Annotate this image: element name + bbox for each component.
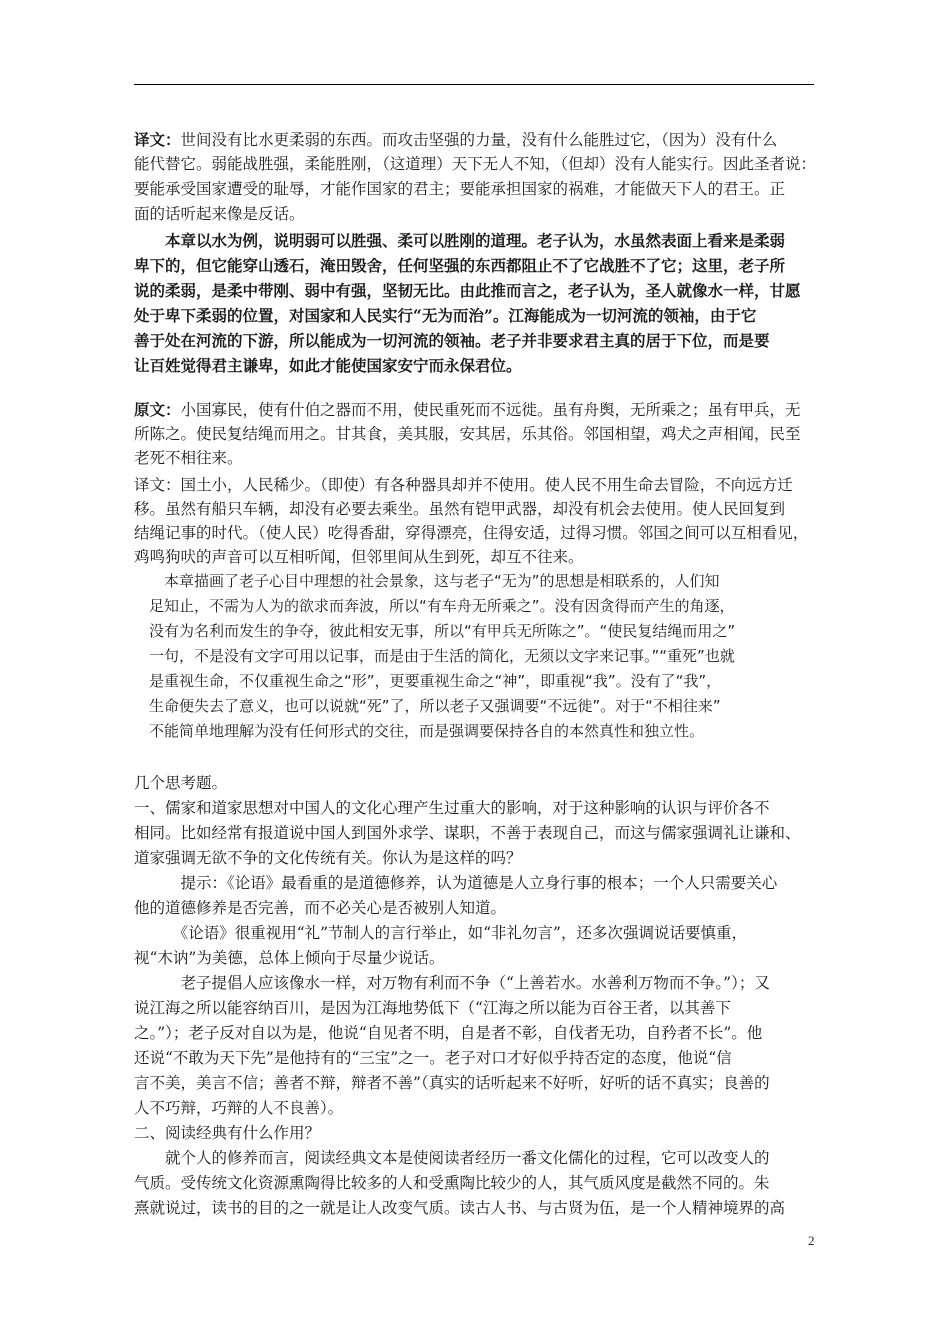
text-line: 生命便失去了意义，也可以说就“死”了，所以老子又强调要“不远徙”。对于“不相往来” bbox=[134, 697, 721, 715]
text-line: 二、阅读经典有什么作用？ bbox=[134, 1124, 321, 1142]
text-line: 言不美，美言不信；善者不辩，辩者不善”（真实的话听起来不好听，好听的话不真实；良善的 bbox=[134, 1074, 770, 1092]
translation-label: 译文： bbox=[134, 130, 181, 149]
text-line: 还说“不敢为天下先”是他持有的“三宝”之一。老子对口才好似乎持否定的态度，他说“信 bbox=[134, 1049, 732, 1067]
text-line: 老死不相往来。 bbox=[134, 449, 243, 467]
text-line: 一句，不是没有文字可用以记事，而是由于生活的简化，无须以文字来记事。”“重死”也就 bbox=[134, 647, 735, 665]
original-label: 原文： bbox=[134, 400, 181, 419]
translation-section-2 bbox=[134, 473, 816, 569]
text-line: 气质。受传统文化资源熏陶得比较多的人和受熏陶比较少的人，其气质风度是截然不同的。朱 bbox=[134, 1174, 770, 1192]
translation-section-1 bbox=[134, 127, 816, 227]
text-line: 老子提倡人应该像水一样，对万物有利而不争（“上善若水。水善利万物而不争。”）；又 bbox=[134, 974, 770, 992]
text-line: 就个人的修养而言，阅读经典文本是使阅读者经历一番文化儒化的过程，它可以改变人的 bbox=[134, 1149, 770, 1167]
header-rule bbox=[134, 84, 814, 85]
text-line: 译文：国土小，人民稀少。（即使）有各种器具却并不使用。使人民不用生命去冒险，不向远方迁 bbox=[134, 476, 793, 494]
text-line: 之。”）；老子反对自以为是，他说“自见者不明，自是者不彰，自伐者无功，自矜者不长”。他 bbox=[134, 1024, 763, 1042]
text-line: 所陈之。使民复结绳而用之。甘其食，美其服，安其居，乐其俗。邻国相望，鸡犬之声相闻，民至 bbox=[134, 425, 801, 443]
text-line: 不能简单地理解为没有任何形式的交往，而是强调要保持各自的本然真性和独立性。 bbox=[134, 722, 705, 740]
text-line: 鸡鸣狗吠的声音可以互相听闻，但邻里间从生到死，却互不往来。 bbox=[134, 548, 584, 566]
text-line: 能代替它。弱能战胜强，柔能胜刚，（这道理）天下无人不知，（但却）没有人能实行。因此圣者说： bbox=[134, 155, 817, 173]
text-line: 移。虽然有船只车辆，却没有必要去乘坐。虽然有铠甲武器，却没有机会去使用。使人民回复到 bbox=[134, 500, 786, 518]
text-line: 人不巧辩，巧辩的人不良善）。 bbox=[134, 1099, 344, 1117]
text-line-content: 世间没有比水更柔弱的东西。而攻击坚强的力量，没有什么能胜过它，（因为）没有什么 bbox=[180, 131, 778, 149]
text-line: 让百姓觉得君主谦卑，如此才能使国家安宁而永保君位。 bbox=[134, 356, 522, 375]
text-line: 卑下的，但它能穿山透石，淹田毁舍，任何坚强的东西都阻止不了它战胜不了它；这里，老子所 bbox=[134, 256, 786, 275]
text-line: 说江海之所以能容纳百川，是因为江海地势低下（“江海之所以能为百谷王者，以其善下 bbox=[134, 999, 731, 1017]
text-line: 本章描画了老子心目中理想的社会景象，这与老子“无为”的思想是相联系的，人们知 bbox=[134, 572, 720, 590]
text-line: 足知止，不需为人为的欲求而奔波，所以“有车舟无所乘之”。没有因贪得而产生的角逐， bbox=[134, 597, 735, 615]
text-line: 要能承受国家遭受的耻辱，才能作国家的君主；要能承担国家的祸难，才能做天下人的君王。正 bbox=[134, 180, 786, 198]
questions-section bbox=[134, 771, 816, 1221]
text-line: 面的话听起来像是反话。 bbox=[134, 205, 305, 223]
page-number: 2 bbox=[808, 1233, 815, 1248]
text-line: 一、儒家和道家思想对中国人的文化心理产生过重大的影响，对于这种影响的认识与评价各不 bbox=[134, 799, 770, 817]
text-line: 他的道德修养是否完善，而不必关心是否被别人知道。 bbox=[134, 899, 507, 917]
text-line: 善于处在河流的下游，所以能成为一切河流的领袖。老子并非要求君主真的居于下位，而是要 bbox=[134, 331, 770, 350]
text-line: 相同。比如经常有报道说中国人到国外求学、谋职，不善于表现自己，而这与儒家强调礼让谦和、 bbox=[134, 824, 801, 842]
text-line: 熹就说过，读书的目的之一就是让人改变气质。读古人书、与古贤为伍，是一个人精神境界的高 bbox=[134, 1199, 786, 1217]
text-line bbox=[134, 127, 816, 152]
commentary-section-1 bbox=[134, 228, 816, 378]
text-line: 没有为名利而发生的争夺，彼此相安无事，所以“有甲兵无所陈之”。“使民复结绳而用之” bbox=[134, 622, 736, 640]
text-line: 视“木讷”为美德，总体上倾向于尽量少说话。 bbox=[134, 949, 445, 967]
text-line: 本章以水为例，说明弱可以胜强、柔可以胜刚的道理。老子认为，水虽然表面上看来是柔弱 bbox=[134, 231, 786, 250]
questions-heading: 几个思考题。 bbox=[134, 774, 228, 792]
text-line: 是重视生命，不仅重视生命之“形”，更要重视生命之“神”，即重视“我”。没有了“我”， bbox=[134, 672, 722, 690]
text-line: 说的柔弱，是柔中带刚、弱中有强，坚韧无比。由此推而言之，老子认为，圣人就像水一样，甘愿 bbox=[134, 281, 801, 300]
text-line-content: 小国寡民，使有什伯之器而不用，使民重死而不远徙。虽有舟舆，无所乘之；虽有甲兵，无 bbox=[180, 401, 801, 419]
text-line: 结绳记事的时代。（使人民）吃得香甜，穿得漂亮，住得安适，过得习惯。邻国之间可以互相看见， bbox=[134, 524, 809, 542]
text-line: 道家强调无欲不争的文化传统有关。你认为是这样的吗？ bbox=[134, 849, 522, 867]
text-line: 提示：《论语》最看重的是道德修养，认为道德是人立身行事的根本；一个人只需要关心 bbox=[134, 874, 778, 892]
text-line: 处于卑下柔弱的位置，对国家和人民实行“无为而治”。江海能成为一切河流的领袖，由于它 bbox=[134, 306, 757, 325]
text-line: 《论语》很重视用“礼”节制人的言行举止，如“非礼勿言”，还多次强调说话要慎重， bbox=[134, 924, 747, 942]
original-section-2 bbox=[134, 398, 816, 470]
commentary-section-2 bbox=[134, 569, 816, 744]
text-line bbox=[134, 398, 816, 422]
